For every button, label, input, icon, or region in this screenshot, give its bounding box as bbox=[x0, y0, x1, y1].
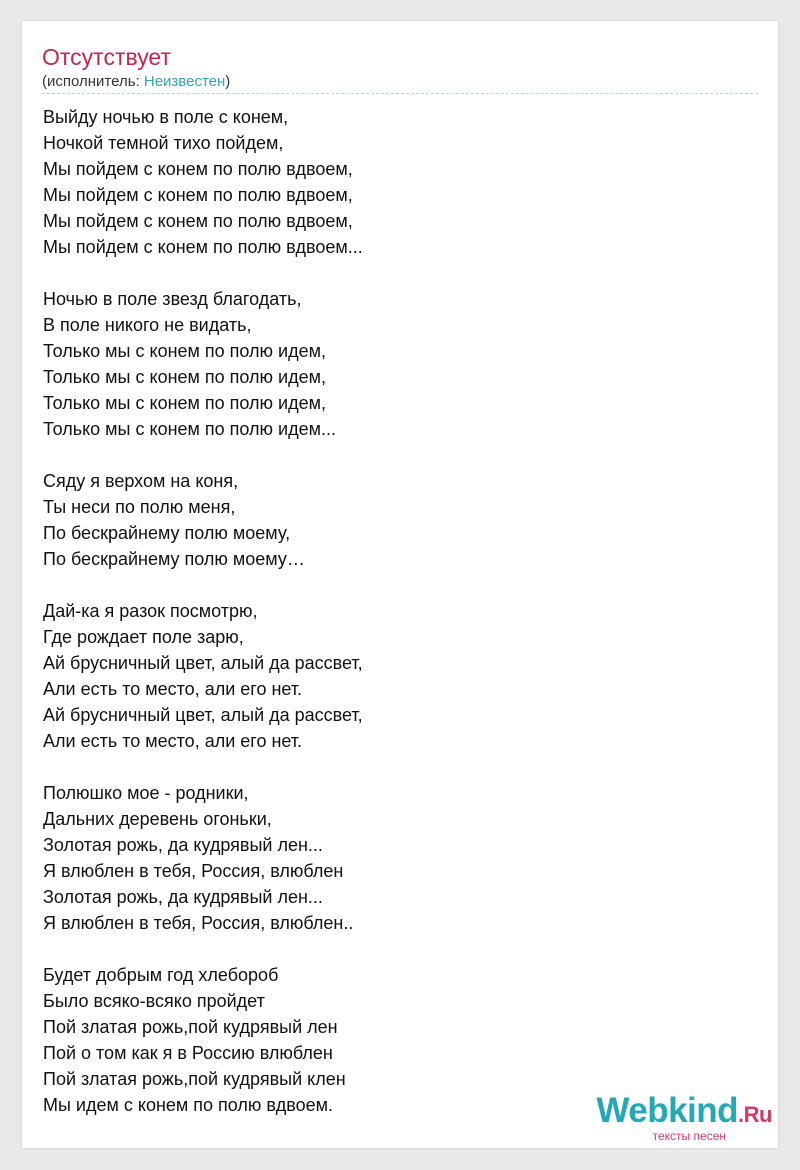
lyric-line: Золотая рожь, да кудрявый лен... bbox=[43, 887, 323, 907]
lyric-line: Мы идем с конем по полю вдвоем. bbox=[43, 1095, 334, 1115]
lyrics-body bbox=[43, 104, 363, 1118]
lyric-line: Али есть то место, али его нет. bbox=[43, 731, 303, 751]
lyric-line: Ты неси по полю меня, bbox=[43, 497, 236, 517]
lyric-line: Мы пойдем с конем по полю вдвоем, bbox=[43, 211, 353, 231]
lyrics-stanza bbox=[43, 104, 363, 260]
lyric-line: В поле никого не видать, bbox=[43, 315, 252, 335]
lyric-line: Золотая рожь, да кудрявый лен... bbox=[43, 835, 323, 855]
lyric-line: Сяду я верхом на коня, bbox=[43, 471, 239, 491]
lyric-line: Выйду ночью в поле с конем, bbox=[43, 107, 289, 127]
lyric-line: Где рождает поле зарю, bbox=[43, 627, 244, 647]
lyrics-card bbox=[22, 21, 778, 1148]
logo-tld: .Ru bbox=[738, 1102, 772, 1127]
artist-line bbox=[42, 73, 230, 91]
lyric-line: Только мы с конем по полю идем, bbox=[43, 393, 326, 413]
lyrics-stanza bbox=[43, 286, 363, 442]
lyric-line: Пой златая рожь,пой кудрявый лен bbox=[43, 1017, 338, 1037]
lyric-line: Пой о том как я в Россию влюблен bbox=[43, 1043, 333, 1063]
site-logo[interactable] bbox=[596, 1093, 772, 1143]
lyric-line: Только мы с конем по полю идем, bbox=[43, 341, 326, 361]
lyric-line: Только мы с конем по полю идем... bbox=[43, 419, 336, 439]
lyric-line: Я влюблен в тебя, Россия, влюблен bbox=[43, 861, 344, 881]
lyric-line: Ночью в поле звезд благодать, bbox=[43, 289, 302, 309]
lyric-line: Али есть то место, али его нет. bbox=[43, 679, 303, 699]
lyric-line: Ночкой темной тихо пойдем, bbox=[43, 133, 284, 153]
divider bbox=[42, 93, 758, 94]
lyric-line: Будет добрым год хлебороб bbox=[43, 965, 279, 985]
lyric-line: Мы пойдем с конем по полю вдвоем... bbox=[43, 237, 363, 257]
logo-main-text: Webkind bbox=[596, 1091, 739, 1130]
logo-tagline: тексты песен bbox=[652, 1129, 726, 1143]
lyrics-stanza bbox=[43, 598, 363, 754]
lyrics-stanza bbox=[43, 962, 363, 1118]
lyric-line: Только мы с конем по полю идем, bbox=[43, 367, 326, 387]
lyric-line: Полюшко мое - родники, bbox=[43, 783, 249, 803]
lyric-line: По бескрайнему полю моему… bbox=[43, 549, 305, 569]
lyric-line: Ай брусничный цвет, алый да рассвет, bbox=[43, 705, 363, 725]
lyric-line: По бескрайнему полю моему, bbox=[43, 523, 291, 543]
lyrics-stanza bbox=[43, 780, 363, 936]
artist-prefix: (исполнитель: bbox=[42, 73, 144, 90]
song-title: Отсутствует bbox=[42, 44, 171, 70]
lyric-line: Дальних деревень огоньки, bbox=[43, 809, 272, 829]
artist-link[interactable]: Неизвестен bbox=[143, 73, 226, 90]
artist-suffix: ) bbox=[225, 73, 231, 90]
lyric-line: Мы пойдем с конем по полю вдвоем, bbox=[43, 185, 353, 205]
lyric-line: Мы пойдем с конем по полю вдвоем, bbox=[43, 159, 353, 179]
lyric-line: Дай-ка я разок посмотрю, bbox=[43, 601, 258, 621]
lyric-line: Я влюблен в тебя, Россия, влюблен.. bbox=[43, 913, 354, 933]
lyric-line: Ай брусничный цвет, алый да рассвет, bbox=[43, 653, 363, 673]
lyric-line: Пой златая рожь,пой кудрявый клен bbox=[43, 1069, 346, 1089]
logo-wordmark bbox=[596, 1093, 772, 1133]
lyric-line: Было всяко-всяко пройдет bbox=[43, 991, 265, 1011]
lyrics-stanza bbox=[43, 468, 363, 572]
